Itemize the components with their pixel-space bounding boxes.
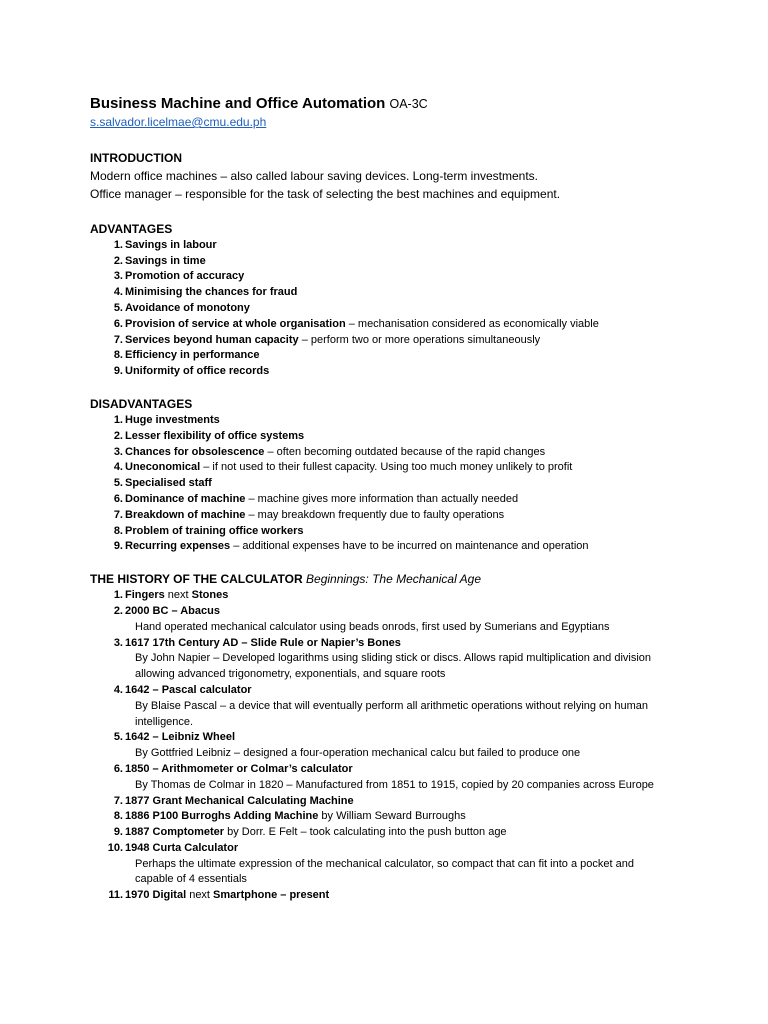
history-item: [90, 588, 708, 604]
item-text-part: next: [164, 589, 192, 602]
item-text-part: 1617 17th Century AD – Slide Rule or Napier’s Bones: [125, 636, 401, 649]
item-title: Lesser flexibility of office systems: [125, 429, 305, 442]
history-item: [90, 730, 708, 746]
list-number: 9.: [113, 826, 123, 839]
item-title: Problem of training office workers: [125, 524, 304, 537]
disadvantage-item: [90, 524, 708, 540]
history-item: [90, 683, 708, 699]
course-code: OA-3C: [389, 97, 428, 111]
item-text-part: by William Seward Burroughs: [318, 810, 466, 823]
item-title: Specialised staff: [125, 477, 212, 490]
item-title: Breakdown of machine: [125, 508, 246, 521]
list-number: 1.: [113, 238, 123, 251]
list-number: 8.: [113, 810, 123, 823]
item-description: – may breakdown frequently due to faulty operations: [245, 508, 505, 521]
list-number: 2.: [113, 429, 123, 442]
item-title: Dominance of machine: [125, 492, 246, 505]
item-text-part: next: [186, 889, 214, 902]
advantage-item: [90, 317, 708, 333]
history-item: [90, 888, 708, 904]
advantage-item: [90, 285, 708, 301]
advantage-item: [90, 254, 708, 270]
disadvantage-item: [90, 492, 708, 508]
history-item: [90, 636, 708, 652]
item-text-part: by Dorr. E Felt – took calculating into the push button age: [224, 826, 507, 839]
disadvantage-item: [90, 508, 708, 524]
advantage-item: [90, 333, 708, 349]
list-number: 6.: [113, 492, 123, 505]
item-title: Efficiency in performance: [125, 349, 260, 362]
advantage-item: [90, 364, 708, 380]
disadvantage-item: [90, 429, 708, 445]
history-item: [90, 762, 708, 778]
list-number: 4.: [113, 683, 123, 696]
item-text-part: 1948 Curta Calculator: [125, 841, 239, 854]
history-item: [90, 809, 708, 825]
disadvantage-item: [90, 460, 708, 476]
list-number: 9.: [113, 365, 123, 378]
advantage-item: [90, 269, 708, 285]
item-title: Savings in time: [125, 254, 206, 267]
item-title: Avoidance of monotony: [125, 301, 250, 314]
list-number: 4.: [113, 286, 123, 299]
item-title: Services beyond human capacity: [125, 333, 299, 346]
list-number: 6.: [113, 762, 123, 775]
item-description: – if not used to their fullest capacity. Using too much money unlikely to profit: [200, 461, 573, 474]
history-item-description: Perhaps the ultimate expression of the mechanical calculator, so compact that can fit into a pocket and: [135, 857, 634, 870]
item-text-part: 2000 BC – Abacus: [125, 604, 220, 617]
list-number: 5.: [113, 301, 123, 314]
list-number: 2.: [113, 604, 123, 617]
item-title: Chances for obsolescence: [125, 445, 265, 458]
list-number: 5.: [113, 731, 123, 744]
item-title: Uniformity of office records: [125, 365, 270, 378]
history-subtitle: Beginnings: The Mechanical Age: [306, 572, 482, 587]
list-number: 7.: [113, 333, 123, 346]
title-text: Business Machine and Office Automation: [90, 95, 386, 112]
item-description: – machine gives more information than actually needed: [245, 492, 519, 505]
item-description: – perform two or more operations simultaneously: [298, 333, 541, 346]
item-description: – additional expenses have to be incurred on maintenance and operation: [230, 540, 589, 553]
item-title: Minimising the chances for fraud: [125, 286, 298, 299]
disadvantage-item: [90, 413, 708, 429]
introduction-heading: INTRODUCTION: [90, 150, 182, 165]
disadvantages-list: [90, 413, 708, 555]
list-number: 8.: [113, 524, 123, 537]
history-item: [90, 794, 708, 810]
advantages-heading: ADVANTAGES: [90, 221, 173, 236]
list-number: 9.: [113, 540, 123, 553]
item-text-part: 1970 Digital: [125, 889, 187, 902]
item-title: Savings in labour: [125, 238, 217, 251]
item-text-part: Stones: [191, 589, 229, 602]
list-number: 8.: [113, 349, 123, 362]
item-text-part: 1642 – Pascal calculator: [125, 683, 252, 696]
item-text-part: 1886 P100 Burroghs Adding Machine: [125, 810, 319, 823]
history-item: [90, 825, 708, 841]
item-title: Huge investments: [125, 413, 220, 426]
history-list: [90, 588, 708, 904]
list-number: 11.: [108, 889, 123, 902]
history-item-description: By Gottfried Leibniz – designed a four-operation mechanical calcu but failed to produce one: [135, 747, 581, 760]
disadvantages-heading: DISADVANTAGES: [90, 396, 193, 411]
intro-line-2: Office manager – responsible for the task of selecting the best machines and equipment.: [90, 186, 561, 201]
email-link[interactable]: s.salvador.licelmae@cmu.edu.ph: [90, 115, 267, 129]
item-text-part: Fingers: [125, 589, 165, 602]
item-text-part: 1887 Comptometer: [125, 826, 225, 839]
history-item-description: Hand operated mechanical calculator using beads onrods, first used by Sumerians and Egyptians: [135, 620, 610, 633]
advantage-item: [90, 301, 708, 317]
item-title: Promotion of accuracy: [125, 270, 245, 283]
disadvantage-item: [90, 476, 708, 492]
item-text-part: 1642 – Leibniz Wheel: [125, 731, 236, 744]
history-item-description: capable of 4 essentials: [135, 873, 247, 886]
history-item: [90, 604, 708, 620]
list-number: 3.: [113, 636, 123, 649]
item-text-part: Smartphone – present: [213, 889, 330, 902]
intro-line-1: Modern office machines – also called labour saving devices. Long-term investments.: [90, 168, 539, 183]
history-item-description: intelligence.: [135, 715, 194, 728]
disadvantage-item: [90, 445, 708, 461]
list-number: 3.: [113, 270, 123, 283]
history-item: [90, 841, 708, 857]
advantages-list: [90, 238, 708, 380]
list-number: 7.: [113, 794, 123, 807]
list-number: 1.: [113, 589, 123, 602]
item-text-part: 1877 Grant Mechanical Calculating Machine: [125, 794, 354, 807]
advantage-item: [90, 238, 708, 254]
list-number: 6.: [113, 317, 123, 330]
list-number: 5.: [113, 477, 123, 490]
item-description: – mechanisation considered as economically viable: [345, 317, 599, 330]
list-number: 3.: [113, 445, 123, 458]
document-title: [90, 94, 708, 114]
list-number: 2.: [113, 254, 123, 267]
list-number: 10.: [107, 841, 123, 854]
item-title: Provision of service at whole organisation: [125, 317, 346, 330]
advantage-item: [90, 348, 708, 364]
list-number: 4.: [113, 461, 123, 474]
history-item-description: By Blaise Pascal – a device that will eventually perform all arithmetic operations without relying on human: [135, 699, 648, 712]
disadvantage-item: [90, 539, 708, 555]
item-title: Recurring expenses: [125, 540, 231, 553]
list-number: 7.: [113, 508, 123, 521]
history-heading: [90, 571, 708, 588]
item-text-part: 1850 – Arithmometer or Colmar’s calculator: [125, 762, 353, 775]
list-number: 1.: [113, 413, 123, 426]
history-item-description: By Thomas de Colmar in 1820 – Manufactured from 1851 to 1915, copied by 20 companies across Europe: [135, 778, 654, 791]
history-title: THE HISTORY OF THE CALCULATOR: [90, 572, 303, 587]
item-description: – often becoming outdated because of the rapid changes: [264, 445, 546, 458]
item-title: Uneconomical: [125, 461, 201, 474]
history-item-description: By John Napier – Developed logarithms using sliding stick or discs. Allows rapid multiplication and division: [135, 652, 652, 665]
history-item-description: allowing advanced trigonometry, exponentials, and square roots: [135, 668, 446, 681]
